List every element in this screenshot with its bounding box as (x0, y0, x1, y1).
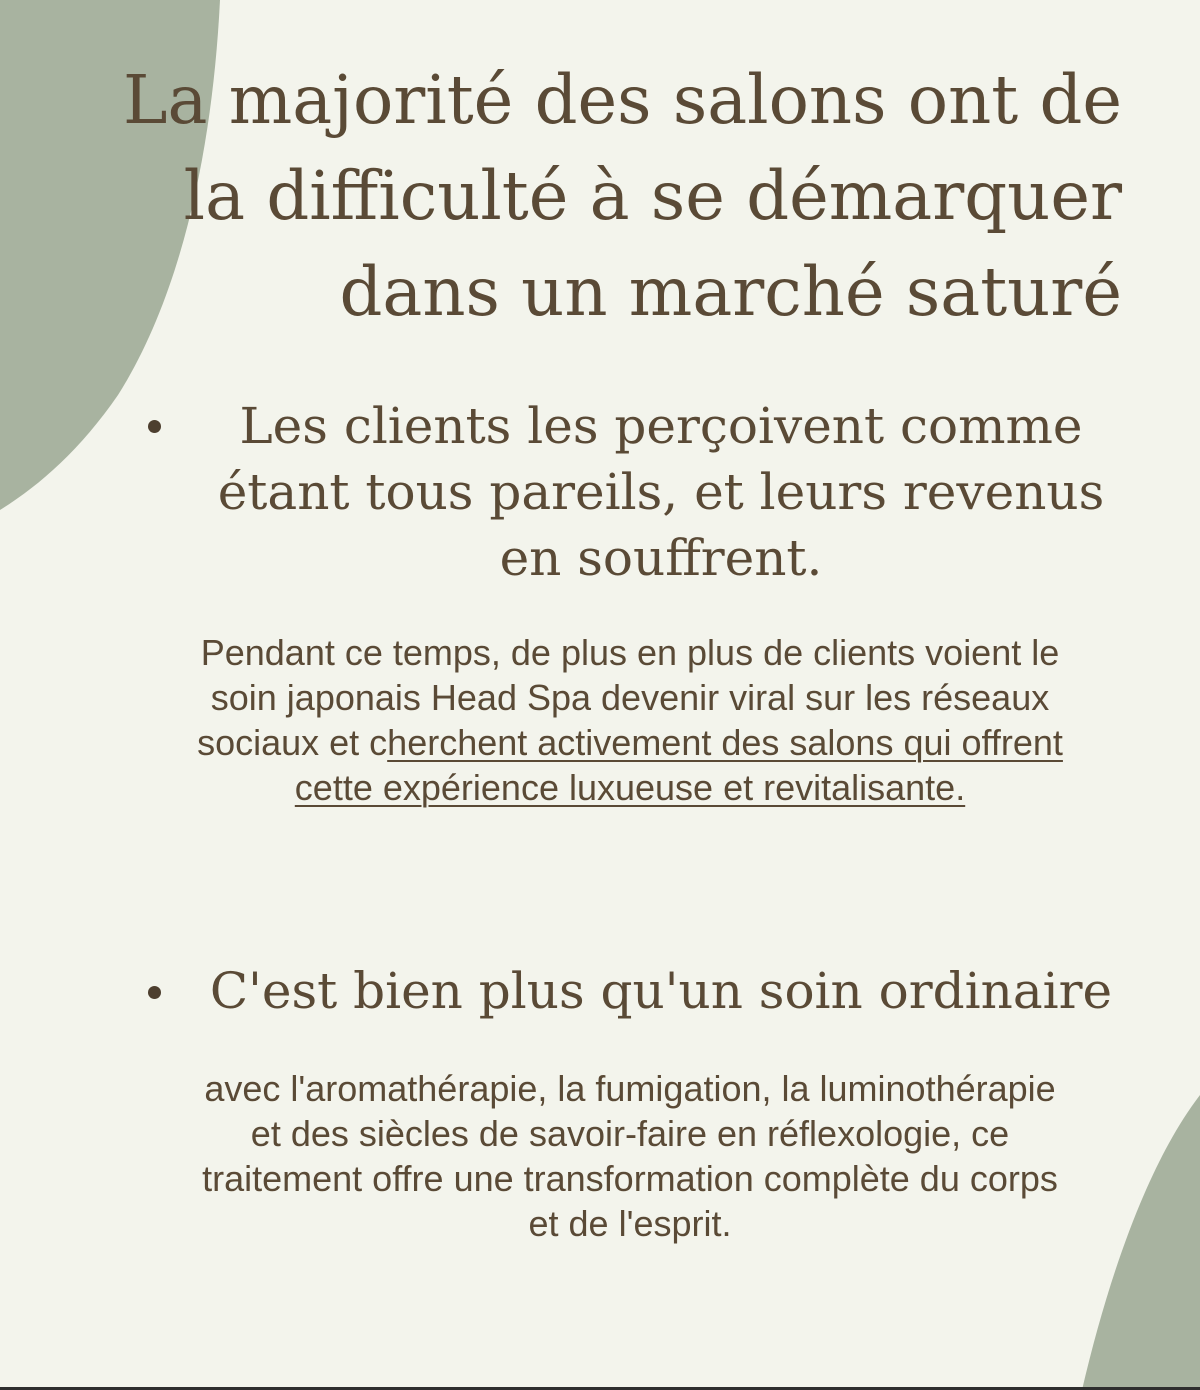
page-title: La majorité des salons ont de la difficulté à se démarquer dans un marché saturé (122, 61, 1122, 331)
section-1-heading: Les clients les perçoivent comme étant tous pareils, et leurs revenus en souffrent. (217, 397, 1105, 587)
section-1-body-text: Pendant ce temps, de plus en plus de clients voient le soin japonais Head Spa devenir viral sur les réseaux sociaux et c (197, 632, 1060, 763)
section-2-body: avec l'aromathérapie, la fumigation, la luminothérapie et des siècles de savoir-faire en réflexologie, ce traitement offre une transformation complète du corps et de l'esprit. (202, 1068, 1058, 1244)
bullet-icon (148, 420, 161, 433)
section-1-body (180, 630, 1080, 810)
section-2 (148, 958, 1148, 1024)
section-1-body-link[interactable]: herchent activement des salons qui offrent cette expérience luxueuse et revitalisante. (294, 722, 1063, 808)
bottom-right-blob (1082, 1095, 1200, 1390)
bullet-icon (148, 986, 161, 999)
section-1 (148, 393, 1148, 591)
section-2-heading: C'est bien plus qu'un soin ordinaire (209, 962, 1113, 1020)
